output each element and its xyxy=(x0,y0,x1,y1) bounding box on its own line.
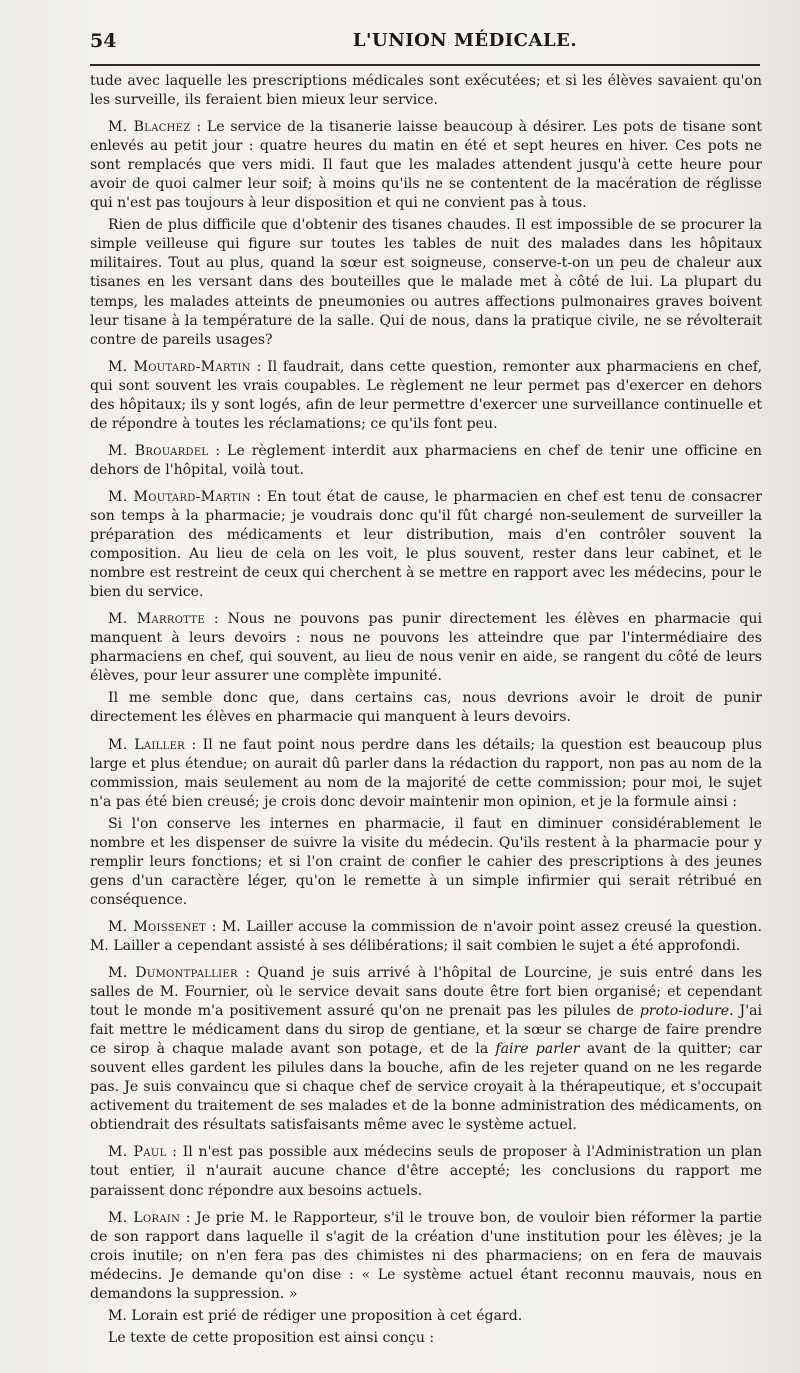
paragraph-text: : Le règlement interdit aux pharmaciens en chef de tenir une officine en dehors de l'hôpital, voilà tout. xyxy=(90,442,762,478)
paragraph xyxy=(90,118,762,213)
header-rule xyxy=(90,64,760,66)
paragraph xyxy=(90,918,762,956)
paragraph-text: : Le service de la tisanerie laisse beaucoup à désirer. Les pots de tisane sont enlevés au petit jour : quatre heures du matin en été et sept heures en hiver. Ces pots ne sont remplacés que vers midi. Il faut que les malades attendent jusqu'à cette heure pour avoir de quoi calmer leur soif; à moins qu'ils ne se contentent de la macération de réglisse qui n'est pas toujours à leur disposition et qui ne convient pas à tous. xyxy=(90,119,763,212)
article-body xyxy=(90,72,762,1351)
paragraph xyxy=(90,488,762,602)
paragraph-text: : En tout état de cause, le pharmacien en chef est tenu de consacrer son temps à la pharmacie; je voudrais donc qu'il fût chargé non-seulement de surveiller la préparation des médicaments et leur distribution, mais d'en contrôler souvent la composition. Au lieu de cela on les voit, le plus souvent, rester dans leur cabinet, et le nombre est restreint de ceux qui cherchent à se mettre en rapport avec les médecins, pour le bien du service. xyxy=(90,488,762,601)
paragraph-text: : M. Lailler accuse la commission de n'avoir point assez creusé la question. M. Lailler a cependant assisté à ses délibérations; il sait combien le sujet a été approfondi. xyxy=(90,918,762,954)
emphasis-text: faire parler xyxy=(495,1041,580,1058)
paragraph-text: : Quand je suis arrivé à l'hôpital de Lourcine, je suis entré dans les salles de M. Fournier, où le service devait sans doute être fort bien organisé; et cependant tout le monde m'a positivement assuré qu'on ne prenait pas les pilules de xyxy=(90,965,762,1020)
paragraph-text: . J'ai fait mettre le médicament dans du sirop de gentiane, et la sœur se charge de faire prendre ce sirop à chaque malade avant son potage, et de la xyxy=(90,1003,762,1058)
paragraph xyxy=(90,358,762,434)
paragraph-text: : Il n'est pas possible aux médecins seuls de proposer à l'Administration un plan tout entier, il n'aurait aucune chance d'être accepté; les conclusions du rapport me paraissent donc répondre aux besoins actuels. xyxy=(90,1144,763,1199)
paragraph xyxy=(90,815,762,910)
speaker-name: M. Marrotte xyxy=(108,611,205,628)
paragraph xyxy=(90,1209,762,1304)
paragraph xyxy=(90,216,762,349)
running-title: L'UNION MÉDICALE. xyxy=(352,30,578,51)
paragraph-text: tude avec laquelle les prescriptions médicales sont exécutées; et si les élèves savaient qu'on les surveille, ils feraient bien mieux leur service. xyxy=(90,73,762,109)
paragraph-text: M. Lorain est prié de rédiger une proposition à cet égard. xyxy=(108,1307,523,1324)
paragraph xyxy=(90,442,762,480)
speaker-name: M. Paul xyxy=(108,1144,167,1161)
speaker-name: M. Blachez xyxy=(108,119,191,136)
paragraph-text: Si l'on conserve les internes en pharmacie, il faut en diminuer considérablement le nombre et les dispenser de suivre la visite du médecin. Qu'ils restent à la pharmacie pour y remplir leurs fonctions; et si l'on craint de confier le cahier des prescriptions à des jeunes gens d'un caractère léger, qu'on le remette à un simple infirmier qui serait rétribué en conséquence. xyxy=(90,815,762,908)
paragraph xyxy=(90,1329,762,1348)
speaker-name: M. Moissenet xyxy=(108,918,207,935)
emphasis-text: proto-iodure xyxy=(639,1003,730,1020)
paragraph-text: Le texte de cette proposition est ainsi conçu : xyxy=(108,1329,435,1346)
speaker-name: M. Lorain xyxy=(108,1209,181,1226)
speaker-name: M. Moutard-Martin xyxy=(108,358,251,375)
paragraph xyxy=(90,964,762,1135)
speaker-name: M. Lailler xyxy=(108,736,185,753)
paragraph xyxy=(90,736,762,812)
speaker-name: M. Brouardel xyxy=(108,442,209,459)
paragraph-text: : Il faudrait, dans cette question, remonter aux pharmaciens en chef, qui sont souvent les vrais coupables. Le règlement ne leur permet pas d'exercer en dehors des hôpitaux; ils y sont logés, afin de leur permettre d'exercer une surveillance continuelle et de répondre à toutes les réclamations; ce qu'ils font peu. xyxy=(90,358,762,432)
paragraph-text: : Nous ne pouvons pas punir directement les élèves en pharmacie qui manquent à leurs devoirs : nous ne pouvons les atteindre que par l'intermédiaire des pharmaciens en chef, qui souvent, au lieu de nous venir en aide, se rangent du côté de leurs élèves, pour leur assurer une complète impunité. xyxy=(90,611,762,685)
speaker-name: M. Dumontpallier xyxy=(108,965,238,982)
page-header xyxy=(90,30,760,60)
paragraph-text: Rien de plus difficile que d'obtenir des tisanes chaudes. Il est impossible de se procurer la simple veilleuse qui figure sur toutes les tables de nuit des malades dans les hôpitaux militaires. Tout au plus, quand la sœur est soigneuse, conserve-t-on un peu de chaleur aux tisanes en les versant dans des bouteilles que le malade met à côté de lui. La plupart du temps, les malades atteints de pneumonies ou autres affections pulmonaires graves boivent leur tisane à la température de la salle. Qui de nous, dans la pratique civile, ne se révolterait contre de pareils usages? xyxy=(90,217,762,348)
paragraph xyxy=(90,689,762,727)
paragraph-text: : Je prie M. le Rapporteur, s'il le trouve bon, de vouloir bien réformer la partie de son rapport dans laquelle il s'agit de la création d'une institution pour les élèves; je la crois inutile; on n'en fera pas des chimistes ni des pharmaciens; on en fera de mauvais médecins. Je demande qu'on dise : « Le système actuel étant reconnu mauvais, nous en demandons la suppression. » xyxy=(90,1209,762,1302)
paragraph-text: : Il ne faut point nous perdre dans les détails; la question est beaucoup plus large et plus étendue; on aurait dû parler dans la rédaction du rapport, non pas au nom de la commission, mais seulement au nom de la majorité de cette commission; pour moi, le sujet n'a pas été bien creusé; je crois donc devoir maintenir mon opinion, et je la formule ainsi : xyxy=(90,736,762,810)
paragraph-text: Il me semble donc que, dans certains cas, nous devrions avoir le droit de punir directement les élèves en pharmacie qui manquent à leurs devoirs. xyxy=(90,690,762,726)
paragraph xyxy=(90,72,762,110)
paragraph xyxy=(90,1307,762,1326)
page-number: 54 xyxy=(90,30,117,52)
speaker-name: M. Moutard-Martin xyxy=(108,488,251,505)
paragraph xyxy=(90,610,762,686)
paragraph-text: avant de la quitter; car souvent elles gardent les pilules dans la bouche, afin de les rejeter quand on ne les regarde pas. Je suis convaincu que si chaque chef de service croyait à la thérapeutique, et s'occupait activement du traitement de ses malades et de la bonne administration des médicaments, on obtiendrait des résultats satisfaisants même avec le système actuel. xyxy=(90,1041,762,1134)
paragraph xyxy=(90,1143,762,1200)
